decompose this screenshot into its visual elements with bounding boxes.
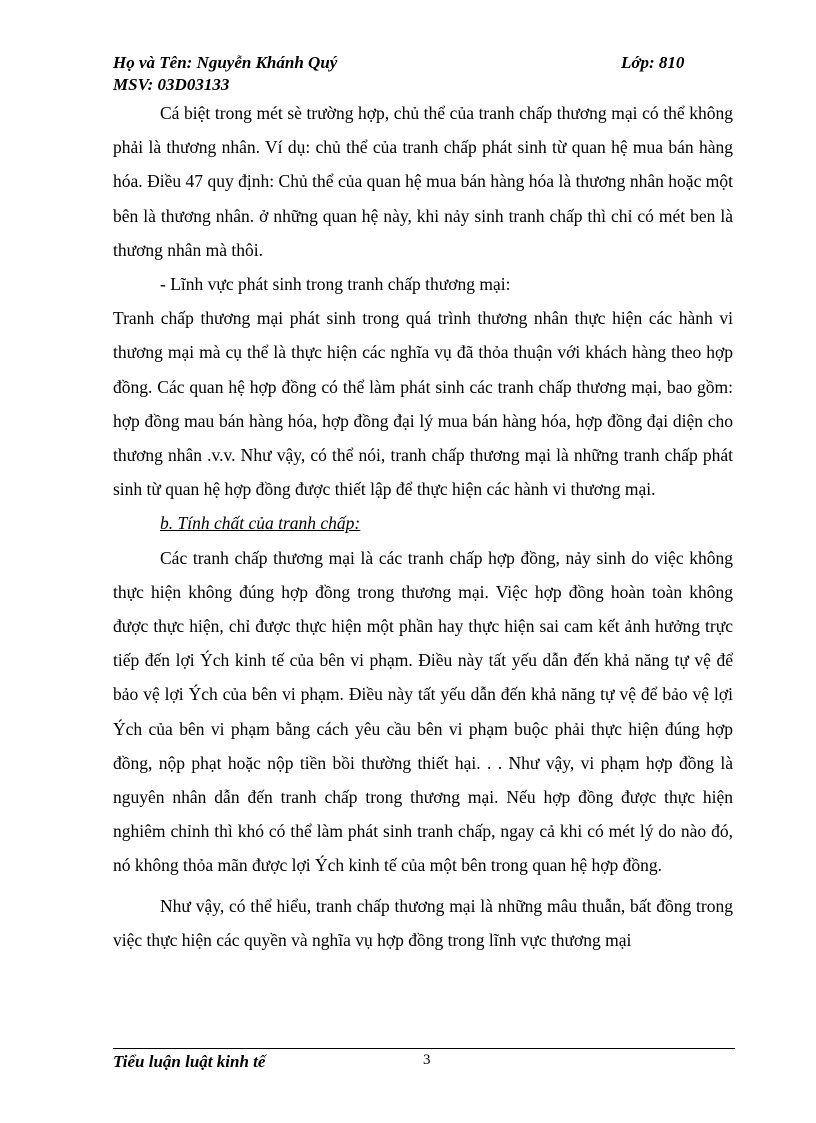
paragraph: Như vậy, có thể hiểu, tranh chấp thương mại là những mâu thuẫn, bất đồng trong việc thực hiện các quyền và nghĩa vụ hợp đồng trong lĩnh vực thương mại bbox=[113, 895, 733, 950]
footer-title: Tiểu luận luật kinh tế bbox=[113, 1052, 266, 1071]
section-heading: b. Tính chất của tranh chấp: bbox=[160, 513, 361, 534]
paragraph: Tranh chấp thương mại phát sinh trong quá trình thương nhân thực hiện các hành vi thương mại mà cụ thể là thực hiện các nghĩa vụ đã thỏa thuận với khách hàng theo hợp đồng. Các quan hệ hợp đồng có thể làm phát sinh các tranh chấp thương mại, bao gồm: hợp đồng mau bán hàng hóa, hợp đồng đại lý mua bán hàng hóa, hợp đồng đại diện cho thương nhân .v.v. Như vậy, có thể nói, tranh chấp thương mại là những tranh chấp phát sinh từ quan hệ hợp đồng được thiết lập để thực hiện các hành vi thương mại. bbox=[113, 308, 733, 500]
paragraph: Cá biệt trong mét sè trường hợp, chủ thể của tranh chấp thương mại có thể không phải là thương nhân. Ví dụ: chủ thể của tranh chấp phát sinh từ quan hệ mua bán hàng hóa. Điều 47 quy định: Chủ thể của quan hệ mua bán hàng hóa là thương nhân hoặc một bên là thương nhân. ở những quan hệ này, khi nảy sinh tranh chấp thì chỉ có mét ben là thương nhân mà thôi. bbox=[113, 103, 733, 260]
bullet-heading: - Lĩnh vực phát sinh trong tranh chấp thương mại: bbox=[160, 274, 511, 295]
page-number: 3 bbox=[423, 1052, 431, 1068]
footer-divider bbox=[113, 1048, 735, 1049]
document-body bbox=[113, 96, 733, 957]
author-name: Họ và Tên: Nguyễn Khánh Quý bbox=[113, 53, 338, 72]
page-header bbox=[113, 52, 713, 96]
paragraph: Các tranh chấp thương mại là các tranh chấp hợp đồng, nảy sinh do việc không thực hiện không đúng hợp đồng trong thương mại. Việc hợp đồng hoàn toàn không được thực hiện, chỉ được thực hiện một phần hay thực hiện sai cam kết ảnh hưởng trực tiếp đến lợi Ých kinh tế của bên vi phạm. Điều này tất yếu dẫn đến khả năng tự vệ để bảo vệ lợi Ých của bên vi phạm. Điều này tất yếu dẫn đến khả năng tự vệ để bảo vệ lợi Ých của bên vi phạm bằng cách yêu cầu bên vi phạm buộc phải thực hiện đúng hợp đồng, nộp phạt hoặc nộp tiền bồi thường thiết hại. . . Như vậy, vi phạm hợp đồng là nguyên nhân dẫn đến tranh chấp trong thương mại. Nếu hợp đồng được thực hiện nghiêm chỉnh thì khó có thể làm phát sinh tranh chấp, ngay cả khi có mét lý do nào đó, nó không thỏa mãn được lợi Ých kinh tế của một bên trong quan hệ hợp đồng. bbox=[113, 547, 733, 876]
student-id: MSV: 03D03133 bbox=[113, 75, 230, 94]
class-label: Lớp: 810 bbox=[621, 53, 685, 72]
